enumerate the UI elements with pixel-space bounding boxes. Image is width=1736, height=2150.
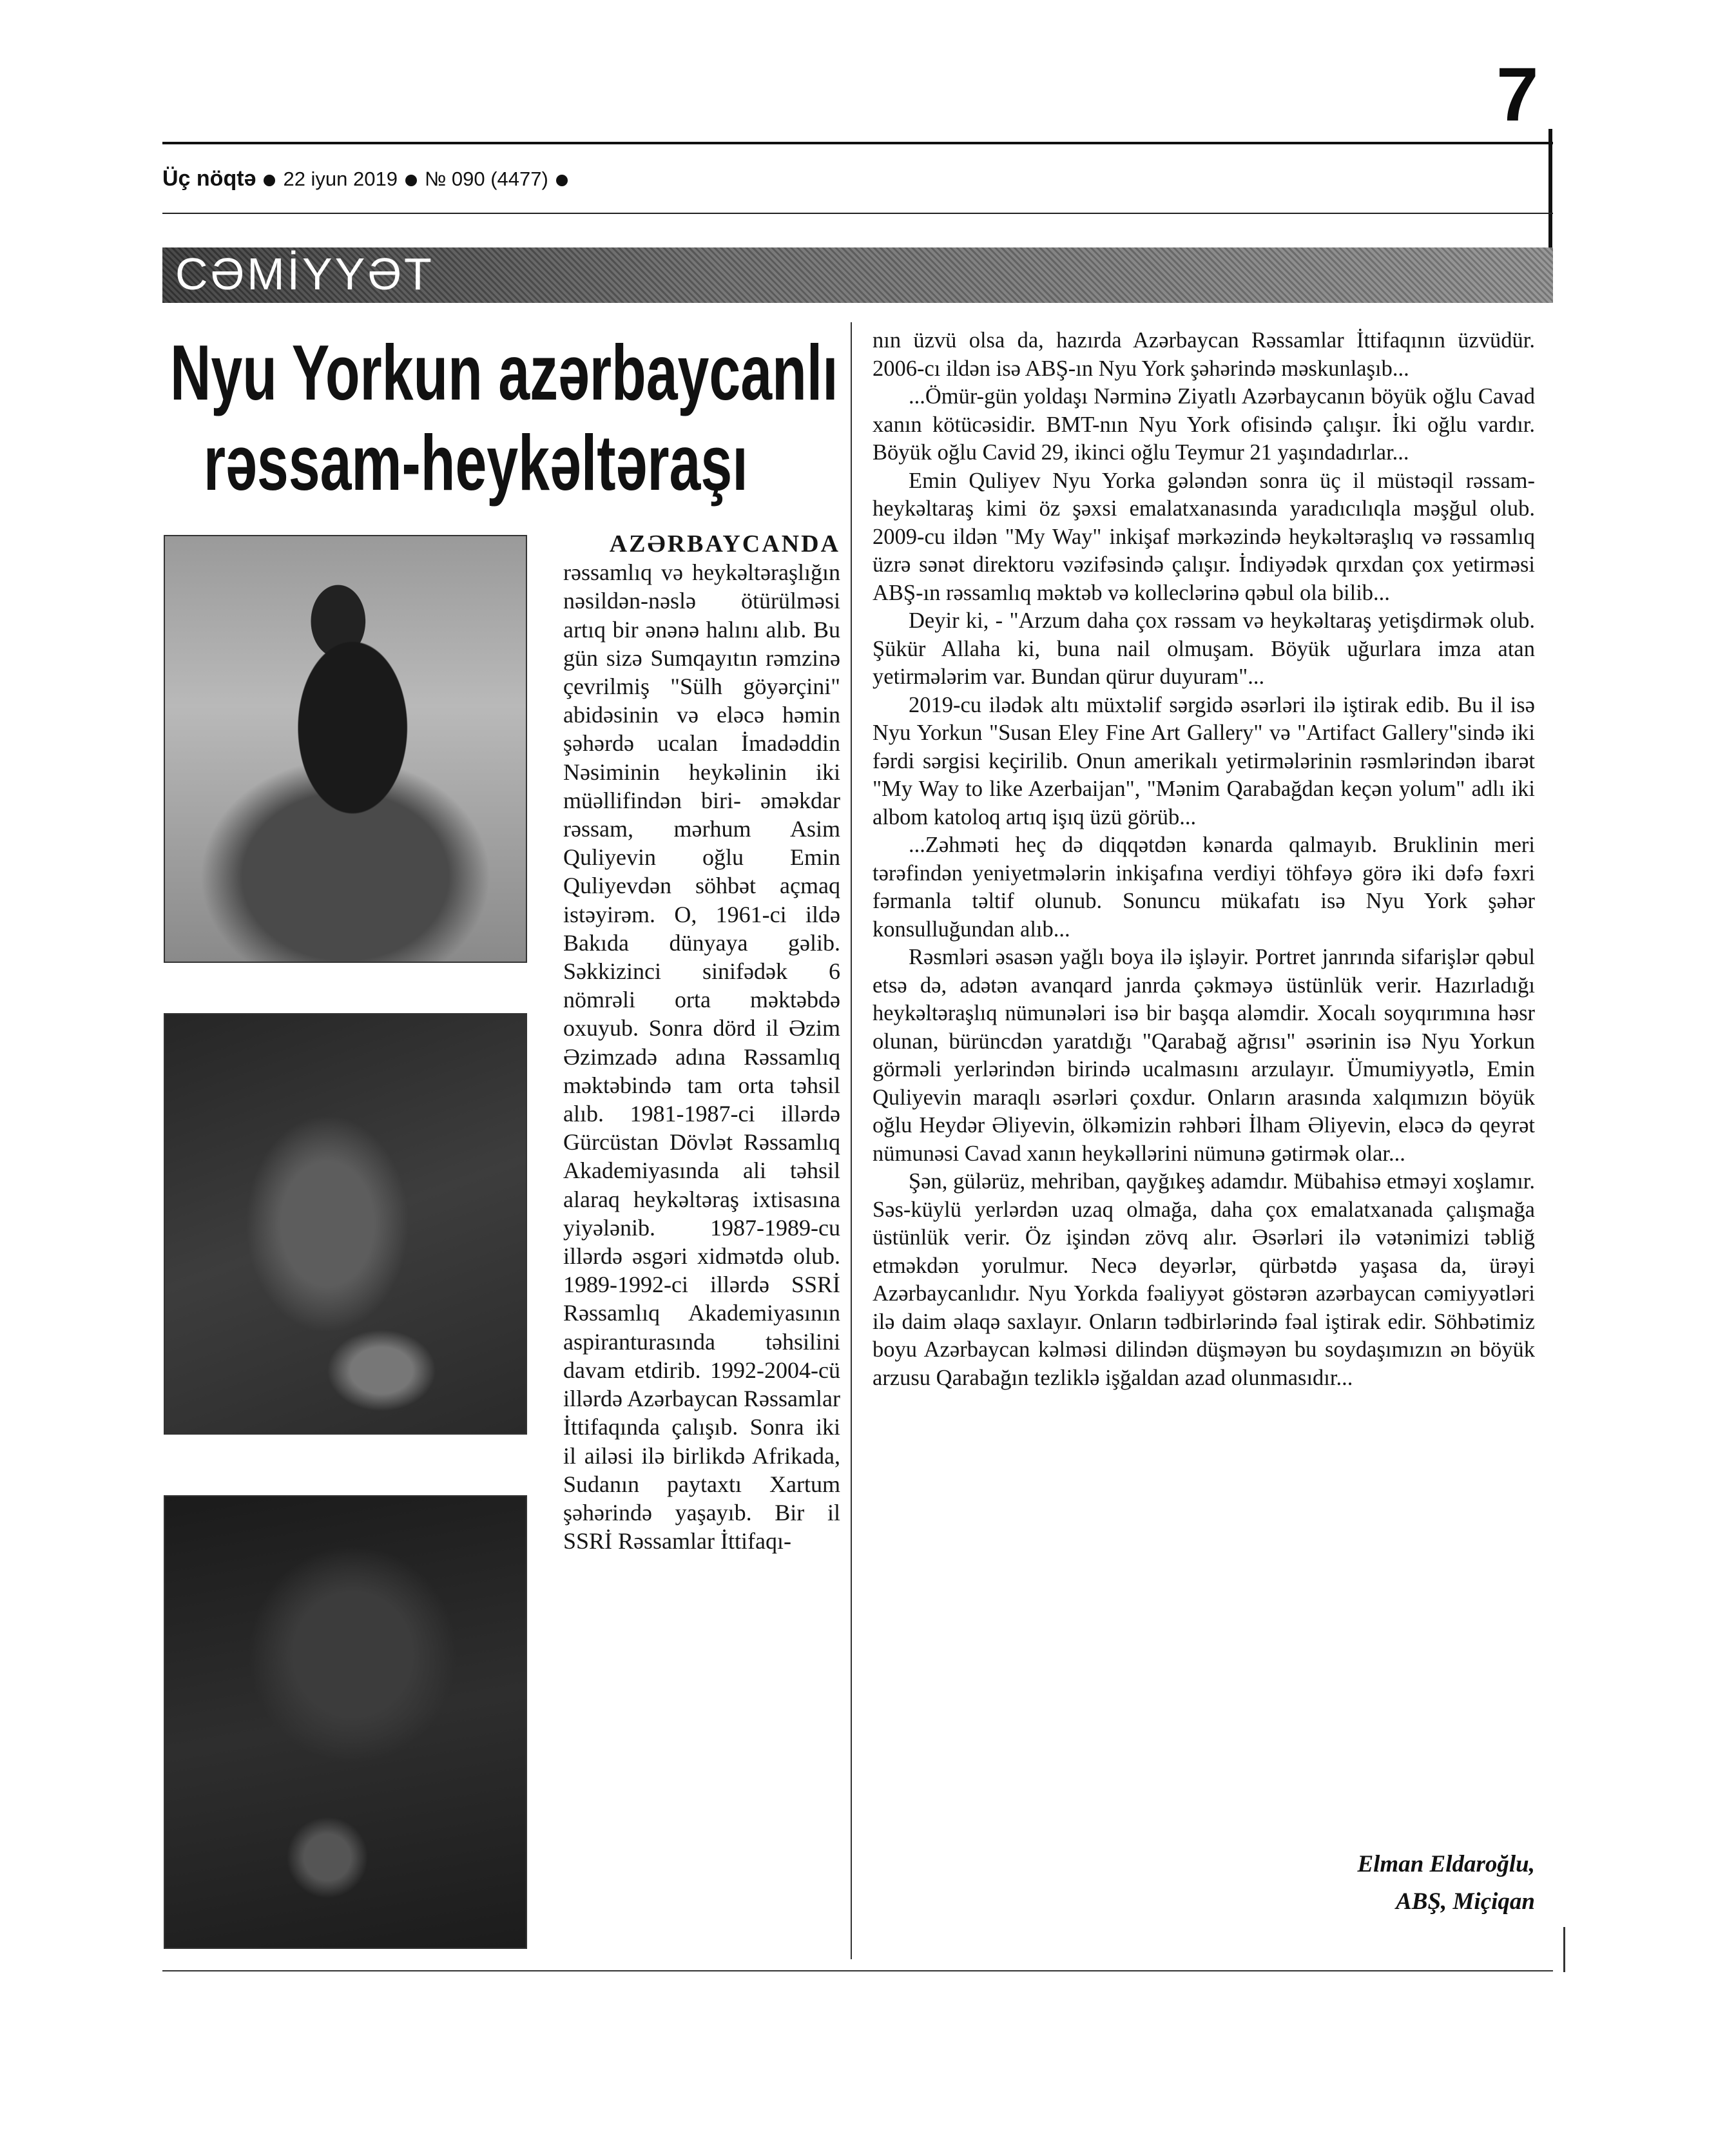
page-number: 7 (1496, 52, 1539, 137)
author-location: ABŞ, Miçiqan (1396, 1888, 1535, 1915)
paragraph: ...Zəhməti heç də diqqətdən kənarda qalmayıb. Bruklinin meri tərəfindən yeniyetmələrin inkişafına verdiyi töhfəyə görə iki dəfə fəxri fərmanla təltif olunub. Sonuncu mükafatı isə Nyu York şəhər konsulluğundan alıb... (873, 833, 1535, 942)
sculpture-photo-figure (164, 1013, 527, 1435)
top-rule (162, 142, 1553, 144)
paragraph: Şən, gülərüz, mehriban, qayğıkeş adamdır. Mübahisə etməyi xoşlamır. Səs-küylü yerlərdən uzaq olmağa, daha çox emalatxanada çalışmağa üstünlük verir. Öz işindən zövq alır. Əsərləri ilə vətənimizi təbliğ etməkdən yorulmur. Necə deyərlər, qürbətdə yaşasa da, ürəyi Azərbaycanlıdır. Nyu Yorkda fəaliyyət göstərən azərbaycan cəmiyyətləri ilə daim əlaqə saxlayır. Onların tədbirlərində fəal iştirak edir. Söhbətimiz boyu Azərbaycan kəlməsi dilindən düşməyən bu soydaşımızın ən böyük arzusu Qarabağın tezliklə işğaldan azad olunmasıdır... (873, 1169, 1535, 1390)
article-headline (170, 327, 838, 508)
lead-word: AZƏRBAYCANDA (609, 530, 840, 557)
article-column-narrow (563, 530, 840, 1555)
author-signature (1224, 1846, 1535, 1921)
headline-line-1: Nyu Yorkun azərbaycanlı (170, 329, 838, 416)
section-title: CƏMİYYƏT (175, 249, 434, 299)
bottom-rule (162, 1970, 1553, 1971)
masthead (162, 166, 575, 191)
headline-line-2: rəssam-heykəltəraşı (203, 419, 748, 507)
section-banner (162, 247, 1553, 303)
bullet-icon (264, 175, 275, 186)
issue-date: 22 iyun 2019 (283, 168, 398, 190)
article-column-right (873, 327, 1535, 1392)
issue-number: № 090 (4477) (425, 168, 548, 190)
newspaper-name: Üç nöqtə (162, 166, 256, 191)
corner-rule (1548, 129, 1552, 258)
bottom-corner-rule (1563, 1927, 1565, 1972)
author-name: Elman Eldaroğlu, (1357, 1851, 1535, 1877)
paragraph: nın üzvü olsa da, hazırda Azərbaycan Rəssamlar İttifaqının üzvüdür. 2006-cı ildən isə ABŞ-ın Nyu York şəhərində məskunlaşıb... (873, 328, 1535, 381)
paragraph: Rəsmləri əsasən yağlı boya ilə işləyir. Portret janrında sifarişlər qəbul etsə də, adətən avanqard janrda çəkməyə üstünlük verir. Hazırladığı heykəltəraşlıq nümunələri isə bir başqa aləmdir. Xocalı soyqırımına həsr olunan, bürüncdən yaratdığı "Qarabağ ağrısı" əsərinin isə Nyu Yorkun görməli yerlərindən birində ucalmasını arzulayır. Ümumiyyətlə, Emin Quliyevin maraqlı əsərləri çoxdur. Onların arasında xalqımızın böyük oğlu Heydər Əliyevin, ölkəmizin rəhbəri İlham Əliyevin, eləcə də qeyrət nümunəsi Cavad xanın heykəllərini nümunə gətirmək olar... (873, 945, 1535, 1166)
masthead-rule (162, 213, 1553, 214)
sculpture-photo-bust (164, 1495, 527, 1949)
bullet-icon (556, 175, 568, 186)
bullet-icon (405, 175, 417, 186)
paragraph: 2019-cu ilədək altı müxtəlif sərgidə əsərləri ilə iştirak edib. Bu il isə Nyu Yorkun "Susan Eley Fine Art Gallery" və "Artifact Gallery"sində iki fərdi sərgisi keçirilib. Onun amerikalı yetirmələrinin rəsmlərindən ibarət "My Way to like Azerbaijan", "Mənim Qarabağdan keçən yolum" adlı iki albom katoloq artıq işıq üzü görüb... (873, 692, 1535, 829)
paragraph: Deyir ki, - "Arzum daha çox rəssam və heykəltaraş yetişdirmək olub. Şükür Allaha ki, buna nail olmuşam. Böyük uğurlara imza atan yetirmələrim var. Bundan qürur duyuram"... (873, 608, 1535, 689)
narrow-column-text: rəssamlıq və heykəltəraşlığın nəsildən-nəslə ötürülməsi artıq bir ənənə halını alıb. Bu gün sizə Sumqayıtın rəmzinə çevrilmiş "Sülh göyərçini" abidəsinin və eləcə həmin şəhərdə ucalan İmadəddin Nəsiminin heykəlinin iki müəllifindən biri- əməkdar rəssam, mərhum Asim Quliyevin oğlu Emin Quliyevdən söhbət açmaq istəyirəm. O, 1961-ci ildə Bakıda dünyaya gəlib. Səkkizinci sinifədək 6 nömrəli orta məktəbdə oxuyub. Sonra dörd il Əzim Əzimzadə adına Rəssamlıq məktəbində tam orta təhsil alıb. 1981-1987-ci illərdə Gürcüstan Dövlət Rəssamlıq Akademiyasında ali təhsil alaraq heykəltəraş ixtisasına yiyələnib. 1987-1989-cu illərdə əsgəri xidmətdə olub. 1989-1992-ci illərdə SSRİ Rəssamlıq Akademiyasının aspiranturasında təhsilini davam etdirib. 1992-2004-cü illərdə Azərbaycan Rəssamlar İttifaqında çalışıb. Sonra iki il ailəsi ilə birlikdə Afrikada, Sudanın paytaxtı Xartum şəhərində yaşayıb. Bir il SSRİ Rəssamlar İttifaqı- (563, 559, 840, 1554)
paragraph: ...Ömür-gün yoldaşı Nərminə Ziyatlı Azərbaycanın böyük oğlu Cavad xanın kötücəsidir. BMT-nın Nyu York ofisində çalışır. İki oğlu vardır. Böyük oğlu Cavid 29, ikinci oğlu Teymur 21 yaşındadırlar... (873, 384, 1535, 465)
column-divider (851, 322, 852, 1959)
sculpture-photo-seated-man (164, 535, 527, 963)
paragraph: Emin Quliyev Nyu Yorka gələndən sonra üç il müstəqil rəssam-heykəltaraş kimi öz şəxsi emalatxanasında yaradıcılıqla məşğul olub. 2009-cu ildən "My Way" inkişaf mərkəzində heykəltəraşlıq və rəssamlıq üzrə sənət direktoru vəzifəsində çalışır. İndiyədək qırxdan çox yetirməsi ABŞ-ın rəssamlıq məktəb və kolleclərinə qəbul ola bilib... (873, 468, 1535, 605)
